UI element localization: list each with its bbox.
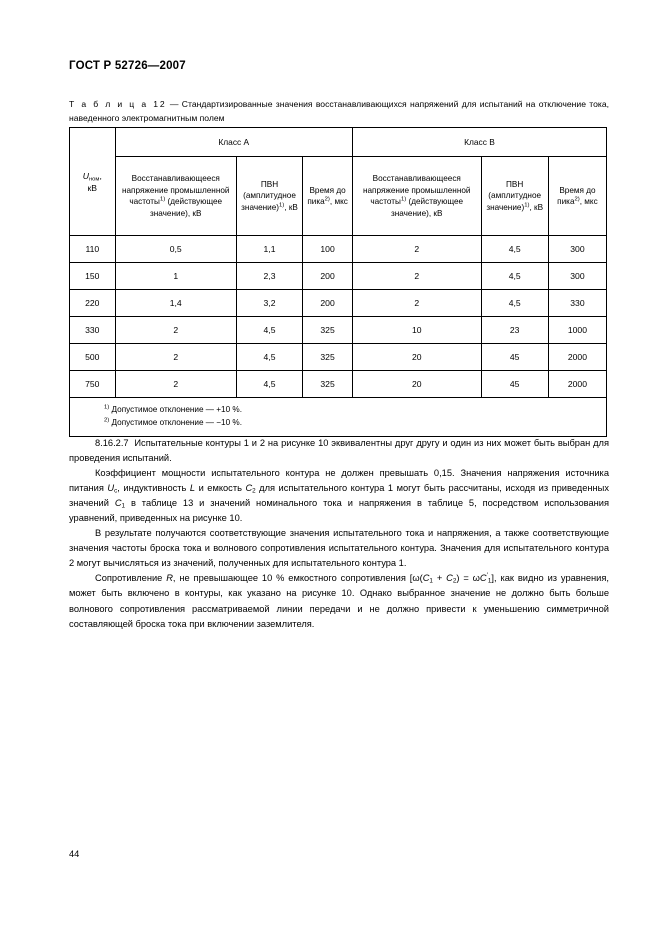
cell-b-pvn: 4,5 [481,263,548,290]
paragraph-text: Коэффициент мощности испытательного контура не должен превышать 0,15. Значения напряжения источника питания [69,468,609,494]
cell-a-pvn: 4,5 [236,344,302,371]
cell-b-pvn: 4,5 [481,236,548,263]
footnote-marker: 1) [159,196,166,203]
cell-unom: 220 [70,290,116,317]
footnote-marker: 1) [104,404,110,411]
subheader-text: ПВН (амплитудное значение) [486,179,542,212]
subheader-tail: (действующее значение), кВ [391,197,464,218]
paragraph-text: , индуктивность [117,483,190,494]
footnote-marker: 2) [104,416,110,423]
cell-b-voltage: 10 [352,317,481,344]
cell-a-voltage: 2 [115,371,236,398]
clause-paragraph-1 [69,436,609,466]
table-footnotes-row [70,398,607,437]
cell-a-time: 325 [303,317,353,344]
column-group-class-a: Класс А [115,128,352,157]
symbol-inductance: L [189,483,196,494]
cell-a-time: 200 [303,263,353,290]
symbol-capacitance-1: C [114,498,122,509]
formula-text: ( [419,573,423,584]
table-caption [69,97,609,125]
cell-a-pvn: 2,3 [236,263,302,290]
cell-b-pvn: 4,5 [481,290,548,317]
footnote-text: Допустимое отклонение — +10 %. [111,405,242,414]
symbol-subscript: c [114,487,118,495]
table-row [70,371,607,398]
unom-subscript: ном [88,175,100,182]
clause-paragraph-3: В результате получаются соответствующие значения испытательного тока и напряжения, а также соответствующие значения частоты броска тока и волнового сопротивления испытательного контура. Значения для испытательного контура 2 могут вычисляться из значений, полученных для испытательного контура 1. [69,528,609,569]
subheader-tail: , кВ [284,202,298,212]
table-row [70,317,607,344]
omega-symbol: ω [472,573,480,584]
cell-b-time: 2000 [548,371,606,398]
cell-a-voltage: 1,4 [115,290,236,317]
clause-paragraph-4 [69,571,609,631]
paragraph-text: в таблице 13 и значений номинального тока и напряжения в таблице 5, посредством использования уравнений, приведенных на рисунке 10. [69,498,609,524]
paragraph-text: ], как видно из уравнения, может быть включено в контуры, как указано на рисунке 10. Однако выбранное значение не должно быть больше волнового сопротивления рассматриваемой линии передачи и не должно привести к уменьшению симметричной составляющей броска тока при включении заземлителя. [69,573,609,629]
cell-unom: 110 [70,236,116,263]
cell-b-time: 300 [548,236,606,263]
table-row [70,290,607,317]
unom-unit: кВ [87,182,98,193]
table-header-sub-row [70,157,607,236]
subheader-tail: , мкс [329,197,348,206]
subheader-tail: , кВ [529,202,544,212]
cell-a-pvn: 3,2 [236,290,302,317]
cell-b-voltage: 2 [352,263,481,290]
cell-b-time: 300 [548,263,606,290]
footnote-text: Допустимое отклонение — −10 %. [111,417,242,427]
footnote-marker: 2) [324,196,330,203]
cell-unom: 330 [70,317,116,344]
page-number: 44 [69,849,80,859]
clause-paragraph-2 [69,466,609,526]
symbol-subscript: 1 [429,577,433,585]
cell-a-time: 200 [303,290,353,317]
column-group-class-b: Класс В [352,128,606,157]
document-standard-id: ГОСТ Р 52726—2007 [69,60,186,72]
subheader-text: ПВН (амплитудное значение) [241,179,296,212]
clause-text: Испытательные контуры 1 и 2 на рисунке 10 эквивалентны друг другу и один из них может быть выбран для проведения испытаний. [69,438,610,464]
column-header-unom: $U_{ном}$, кВ [70,128,116,236]
table-caption-label: Т а б л и ц а 12 [69,99,167,109]
standardized-values-table [69,127,607,437]
body-text [69,436,609,632]
cell-b-time: 1000 [548,317,606,344]
cell-a-voltage: 1 [115,263,236,290]
unom-symbol: U [82,170,89,181]
table-caption-dash: — [166,99,182,109]
table-footnotes [70,398,607,437]
cell-unom: 150 [70,263,116,290]
cell-a-voltage: 2 [115,344,236,371]
symbol-u-source: U [107,483,115,494]
symbol-capacitance-2: C [446,573,453,584]
symbol-capacitance-1-prime: C [479,573,487,584]
column-header-a-pvn [236,157,302,236]
table-header-group-row [70,128,607,157]
cell-a-pvn: 1,1 [236,236,302,263]
cell-b-time: 2000 [548,344,606,371]
footnote-marker: 1) [524,202,530,209]
footnote-marker: 1) [279,202,285,209]
footnote-marker: 1) [400,196,407,203]
cell-b-voltage: 20 [352,371,481,398]
cell-unom: 750 [70,371,116,398]
column-header-b-time-to-peak [548,157,606,236]
paragraph-text: для испытательного контура 1 могут быть рассчитаны, исходя из приведенных значений [69,483,609,509]
table-footnote-item [104,417,606,430]
cell-a-voltage: 0,5 [115,236,236,263]
cell-b-pvn: 23 [481,317,548,344]
symbol-subscript: 1 [121,502,126,510]
inline-formula [412,573,491,583]
column-header-a-recovery-voltage [115,157,236,236]
cell-b-pvn: 45 [481,344,548,371]
cell-a-pvn: 4,5 [236,317,302,344]
symbol-capacitance-1: C [422,573,430,584]
cell-a-time: 100 [303,236,353,263]
symbol-subscript: 1 [487,577,492,585]
symbol-subscript: 2 [252,487,256,495]
symbol-subscript: 2 [452,577,457,585]
cell-b-pvn: 45 [481,371,548,398]
table-footnote-item [104,404,606,417]
table-row [70,236,607,263]
subheader-tail: (действующее значение), кВ [150,197,223,218]
cell-a-time: 325 [303,371,353,398]
subheader-text: Время до пика [307,185,346,206]
cell-a-voltage: 2 [115,317,236,344]
table-row [70,263,607,290]
subheader-text: Восстанавливающееся напряжение промышленной частоты [121,174,230,206]
cell-b-voltage: 2 [352,290,481,317]
table-row [70,344,607,371]
column-header-b-pvn [481,157,548,236]
clause-number: 8.16.2.7 [95,438,129,448]
cell-b-voltage: 2 [352,236,481,263]
formula-text: + [432,573,447,584]
cell-b-voltage: 20 [352,344,481,371]
column-header-a-time-to-peak [303,157,353,236]
formula-text: ) = [456,573,473,584]
footnote-marker: 2) [574,196,580,203]
prime-marker: ′ [486,572,488,580]
symbol-resistance: R [166,573,173,584]
omega-symbol: ω [412,573,420,584]
cell-a-pvn: 4,5 [236,371,302,398]
paragraph-text: и емкость [195,483,246,494]
subheader-tail: , мкс [579,197,598,206]
cell-a-time: 325 [303,344,353,371]
symbol-capacitance-2: C [245,483,253,494]
column-header-b-recovery-voltage [352,157,481,236]
cell-unom: 500 [70,344,116,371]
subheader-text: Восстанавливающееся напряжение промышленной частоты [362,174,471,206]
subheader-text: Время до пика [557,185,596,206]
paragraph-text: , не превышающее 10 % емкостного сопротивления [ [172,573,413,584]
table-caption-text: Стандартизированные значения восстанавливающихся напряжений для испытаний на отключение тока, наведенного электромагнитным полем [69,99,610,123]
paragraph-text: Сопротивление [95,573,167,584]
cell-b-time: 330 [548,290,606,317]
